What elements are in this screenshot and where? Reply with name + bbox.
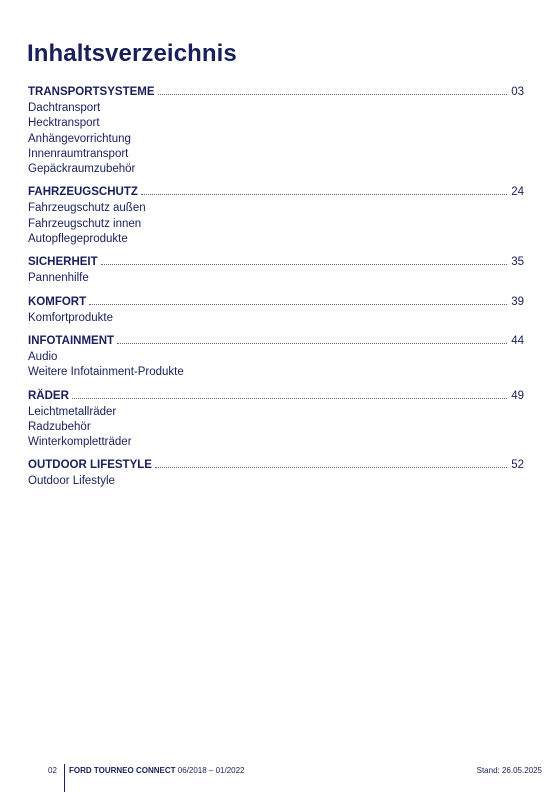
footer-brand-model: FORD TOURNEO CONNECT xyxy=(69,766,176,775)
page-number: 24 xyxy=(511,186,524,199)
section-title: KOMFORT xyxy=(28,295,87,308)
footer-period: 06/2018 – 01/2022 xyxy=(177,766,245,775)
page-number: 44 xyxy=(511,334,524,347)
toc-section-header[interactable] xyxy=(28,186,524,201)
toc-item[interactable]: Gepäckraumzubehör xyxy=(28,163,136,176)
table-of-contents xyxy=(28,86,524,499)
page-number: 03 xyxy=(511,86,524,98)
toc-section-komfort xyxy=(28,296,524,326)
toc-item[interactable]: Leichtmetallräder xyxy=(28,405,117,418)
section-title: FAHRZEUGSCHUTZ xyxy=(28,186,138,199)
toc-item[interactable]: Dachtransport xyxy=(28,102,101,114)
dot-leader xyxy=(158,94,508,95)
footer-divider xyxy=(64,764,65,792)
toc-section-header[interactable] xyxy=(28,256,524,271)
page-footer xyxy=(0,762,560,792)
toc-item[interactable]: Fahrzeugschutz außen xyxy=(28,202,146,215)
page-number: 35 xyxy=(511,256,524,269)
dot-leader xyxy=(141,194,507,195)
page-number: 52 xyxy=(511,459,524,472)
toc-section-header[interactable] xyxy=(28,390,524,405)
toc-item[interactable]: Radzubehör xyxy=(28,420,91,433)
toc-item[interactable]: Komfortprodukte xyxy=(28,311,114,324)
toc-section-transportsysteme xyxy=(28,86,524,177)
toc-section-fahrzeugschutz xyxy=(28,186,524,247)
toc-item[interactable]: Outdoor Lifestyle xyxy=(28,475,115,488)
toc-section-infotainment xyxy=(28,335,524,381)
dot-leader xyxy=(72,398,507,399)
toc-item[interactable]: Anhängevorrichtung xyxy=(28,132,131,145)
toc-section-header[interactable] xyxy=(28,86,524,101)
page-title: Inhaltsverzeichnis xyxy=(27,40,237,67)
toc-item[interactable]: Audio xyxy=(28,350,58,363)
footer-model xyxy=(69,766,245,775)
toc-item[interactable]: Innenraumtransport xyxy=(28,147,129,160)
footer-page-number: 02 xyxy=(48,766,57,775)
toc-section-header[interactable] xyxy=(28,296,524,311)
section-title: RÄDER xyxy=(28,389,69,402)
page-number: 39 xyxy=(511,295,524,308)
dot-leader xyxy=(155,467,507,468)
footer-date: Stand: 26.05.2025 xyxy=(476,766,542,775)
toc-item[interactable]: Winterkompletträder xyxy=(28,436,132,449)
toc-item[interactable]: Weitere Infotainment-Produkte xyxy=(28,366,184,379)
toc-section-raeder xyxy=(28,390,524,451)
toc-section-sicherheit xyxy=(28,256,524,286)
dot-leader xyxy=(101,264,508,265)
section-title: INFOTAINMENT xyxy=(28,334,115,347)
section-title: SICHERHEIT xyxy=(28,256,98,269)
toc-section-header[interactable] xyxy=(28,459,524,474)
toc-item[interactable]: Autopflegeprodukte xyxy=(28,233,128,246)
section-title: TRANSPORTSYSTEME xyxy=(28,86,155,98)
dot-leader xyxy=(117,343,507,344)
toc-item[interactable]: Pannenhilfe xyxy=(28,272,89,285)
section-title: OUTDOOR LIFESTYLE xyxy=(28,459,152,472)
toc-section-header[interactable] xyxy=(28,335,524,350)
toc-item[interactable]: Fahrzeugschutz innen xyxy=(28,217,142,230)
dot-leader xyxy=(89,304,507,305)
toc-section-outdoor-lifestyle xyxy=(28,459,524,489)
page-number: 49 xyxy=(511,389,524,402)
toc-item[interactable]: Hecktransport xyxy=(28,117,100,130)
